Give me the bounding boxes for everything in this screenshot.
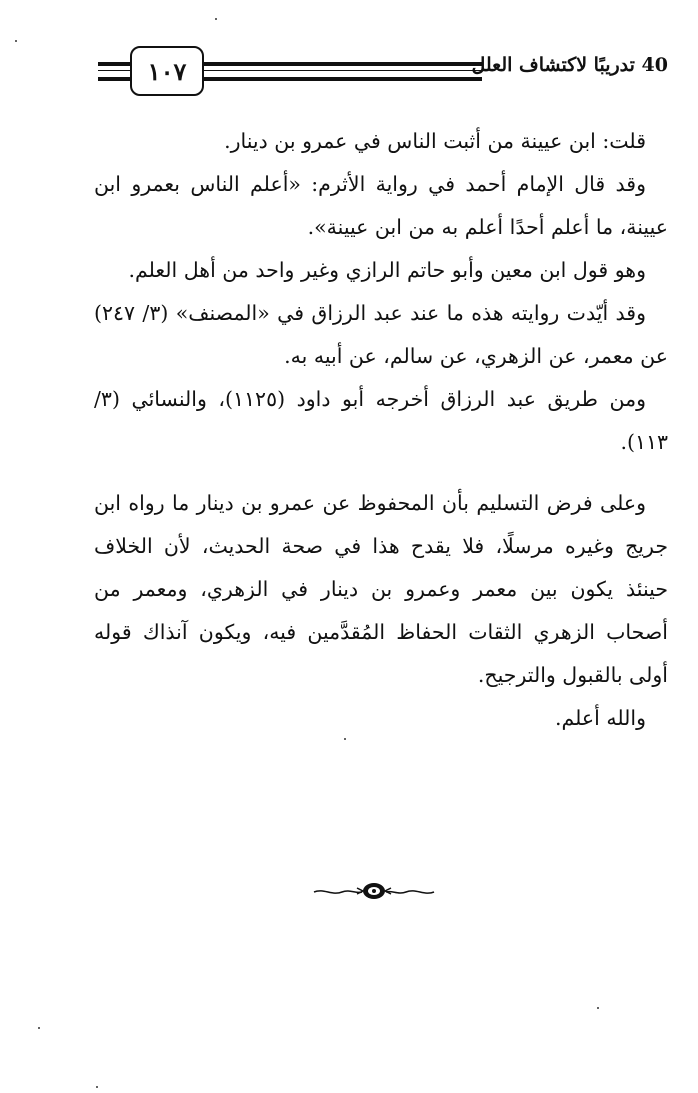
scan-speck bbox=[38, 1027, 40, 1029]
paragraph-3: وهو قول ابن معين وأبو حاتم الرازي وغير واحد من أهل العلم. bbox=[128, 258, 646, 282]
paragraph-2: وقد قال الإمام أحمد في رواية الأثرم: «أعلم الناس بعمرو ابن عيينة، ما أعلم أحدًا أعلم به من ابن عيينة». bbox=[94, 172, 668, 239]
scan-speck bbox=[15, 40, 17, 42]
header-rule-left-middle bbox=[98, 70, 132, 71]
running-title: 40 تدريبًا لاكتشاف العلل bbox=[471, 54, 668, 76]
page-body bbox=[94, 120, 668, 740]
header-rule-right-bottom bbox=[200, 77, 482, 81]
paragraph-6: وعلى فرض التسليم بأن المحفوظ عن عمرو بن دينار ما رواه ابن جريج وغيره مرسلًا، فلا يقدح هذا في صحة الحديث، لأن الخلاف حينئذ يكون بين معمر وعمرو بن دينار في الزهري، ومعمر من أصحاب الزهري الثقات الحفاظ المُقدَّمين فيه، ويكون آنذاك قوله أولى بالقبول والترجيح. bbox=[94, 491, 668, 687]
paragraph-1: قلت: ابن عيينة من أثبت الناس في عمرو بن دينار. bbox=[224, 129, 646, 153]
page-number-badge bbox=[130, 46, 204, 96]
scan-speck bbox=[215, 18, 217, 20]
header-rule-left-top bbox=[98, 62, 132, 66]
paragraph-5: ومن طريق عبد الرزاق أخرجه أبو داود (١١٢٥)، والنسائي (٣/ ١١٣). bbox=[94, 387, 668, 454]
floral-ornament-icon bbox=[312, 880, 436, 902]
header-rule-right-middle bbox=[200, 70, 482, 71]
header-rule-left-bottom bbox=[98, 77, 132, 81]
scan-speck bbox=[96, 1086, 98, 1088]
scan-speck bbox=[344, 738, 346, 740]
header-rule-right-top bbox=[200, 62, 482, 66]
page-header bbox=[98, 44, 668, 100]
page-number: ١٠٧ bbox=[147, 56, 187, 86]
paragraph-7: والله أعلم. bbox=[554, 706, 646, 730]
paragraph-4: وقد أيّدت روايته هذه ما عند عبد الرزاق في «المصنف» (٣/ ٢٤٧) عن معمر، عن الزهري، عن سالم، عن أبيه به. bbox=[94, 301, 668, 368]
scan-speck bbox=[597, 1007, 599, 1009]
